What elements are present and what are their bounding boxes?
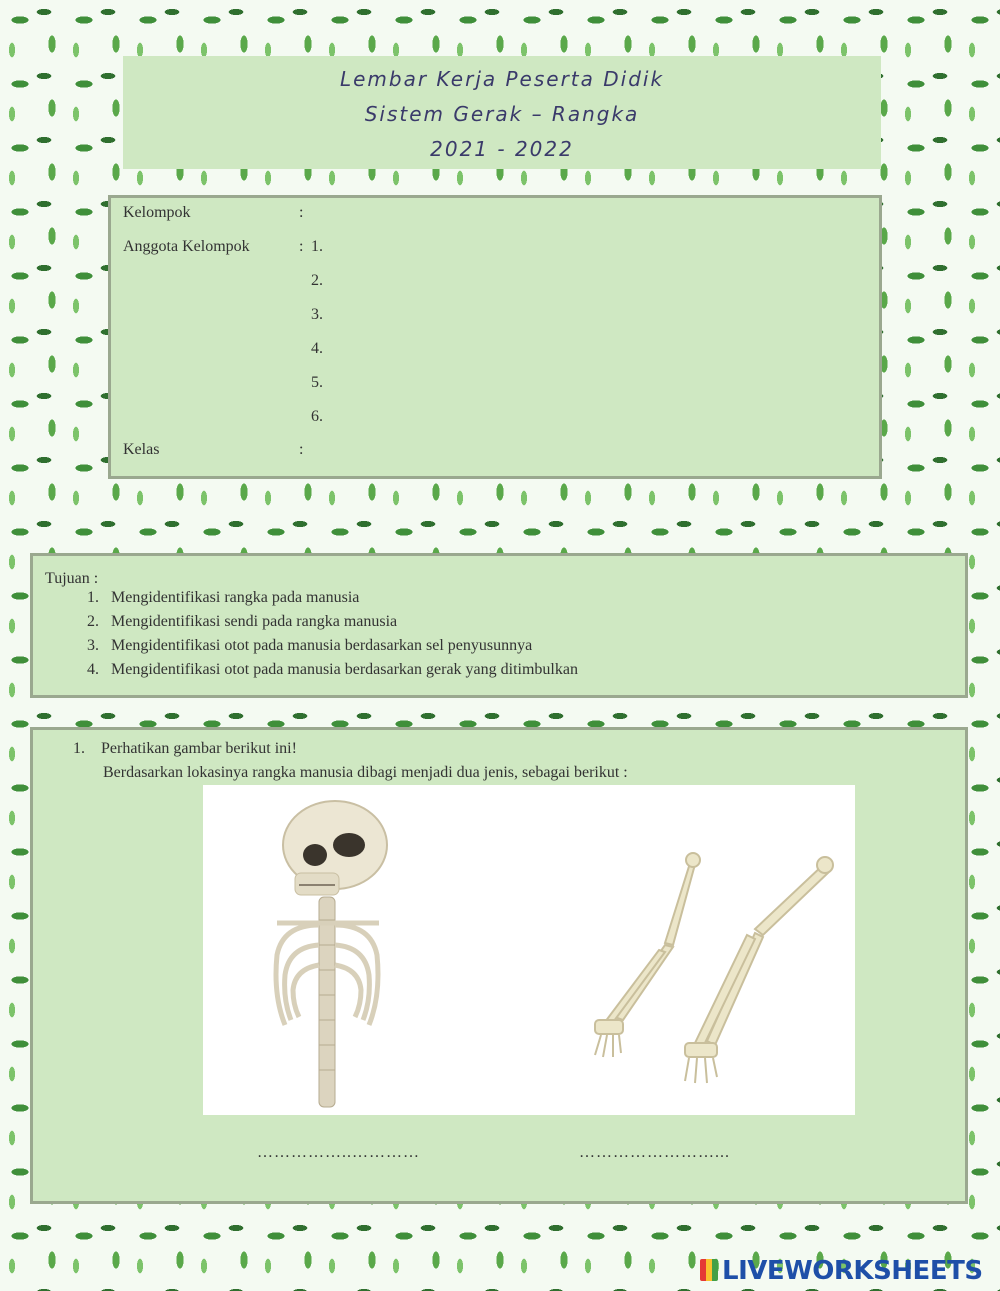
task-description: Berdasarkan lokasinya rangka manusia dibagi menjadi dua jenis, sebagai berikut : xyxy=(103,764,628,781)
task-number: 1. xyxy=(73,740,85,757)
answer-blank-2[interactable]: ……………………... xyxy=(579,1144,730,1161)
goal-item: 4. Mengidentifikasi otot pada manusia berdasarkan gerak yang ditimbulkan xyxy=(103,658,578,682)
members-label: Anggota Kelompok xyxy=(123,238,250,255)
skeleton-image xyxy=(203,785,855,1115)
skeleton-axial-illustration xyxy=(276,801,387,1107)
member-number: 5. xyxy=(311,374,323,391)
class-label: Kelas xyxy=(123,441,160,458)
member-number: 4. xyxy=(311,340,323,357)
header-subtitle: Sistem Gerak – Rangka xyxy=(364,102,640,126)
member-number: 1. xyxy=(311,238,323,255)
answer-blank-1[interactable]: ……………..………… xyxy=(257,1144,420,1161)
task-instruction xyxy=(73,740,297,758)
task-instruction-text: Perhatikan gambar berikut ini! xyxy=(101,740,297,757)
goals-title: Tujuan : xyxy=(45,570,99,587)
arm-bones-illustration xyxy=(595,853,833,1083)
member-number: 6. xyxy=(311,408,323,425)
goal-item: 1. Mengidentifikasi rangka pada manusia xyxy=(103,586,578,610)
goal-item: 2. Mengidentifikasi sendi pada rangka manusia xyxy=(103,610,578,634)
liveworksheets-logo[interactable] xyxy=(700,1256,983,1286)
worksheet-header xyxy=(123,56,881,169)
group-colon: : xyxy=(299,204,304,221)
class-colon: : xyxy=(299,441,304,458)
goal-item: 3. Mengidentifikasi otot pada manusia berdasarkan sel penyusunnya xyxy=(103,634,578,658)
logo-icon xyxy=(700,1259,718,1281)
goals-list xyxy=(33,586,578,682)
member-number: 3. xyxy=(311,306,323,323)
goals-panel xyxy=(30,553,968,698)
group-label: Kelompok xyxy=(123,204,191,221)
member-number: 2. xyxy=(311,272,323,289)
header-year: 2021 - 2022 xyxy=(430,137,574,161)
members-colon: : xyxy=(299,238,304,255)
identity-panel xyxy=(108,195,882,479)
logo-text: LIVEWORKSHEETS xyxy=(722,1256,983,1286)
task-panel xyxy=(30,727,968,1204)
header-title: Lembar Kerja Peserta Didik xyxy=(339,67,665,91)
